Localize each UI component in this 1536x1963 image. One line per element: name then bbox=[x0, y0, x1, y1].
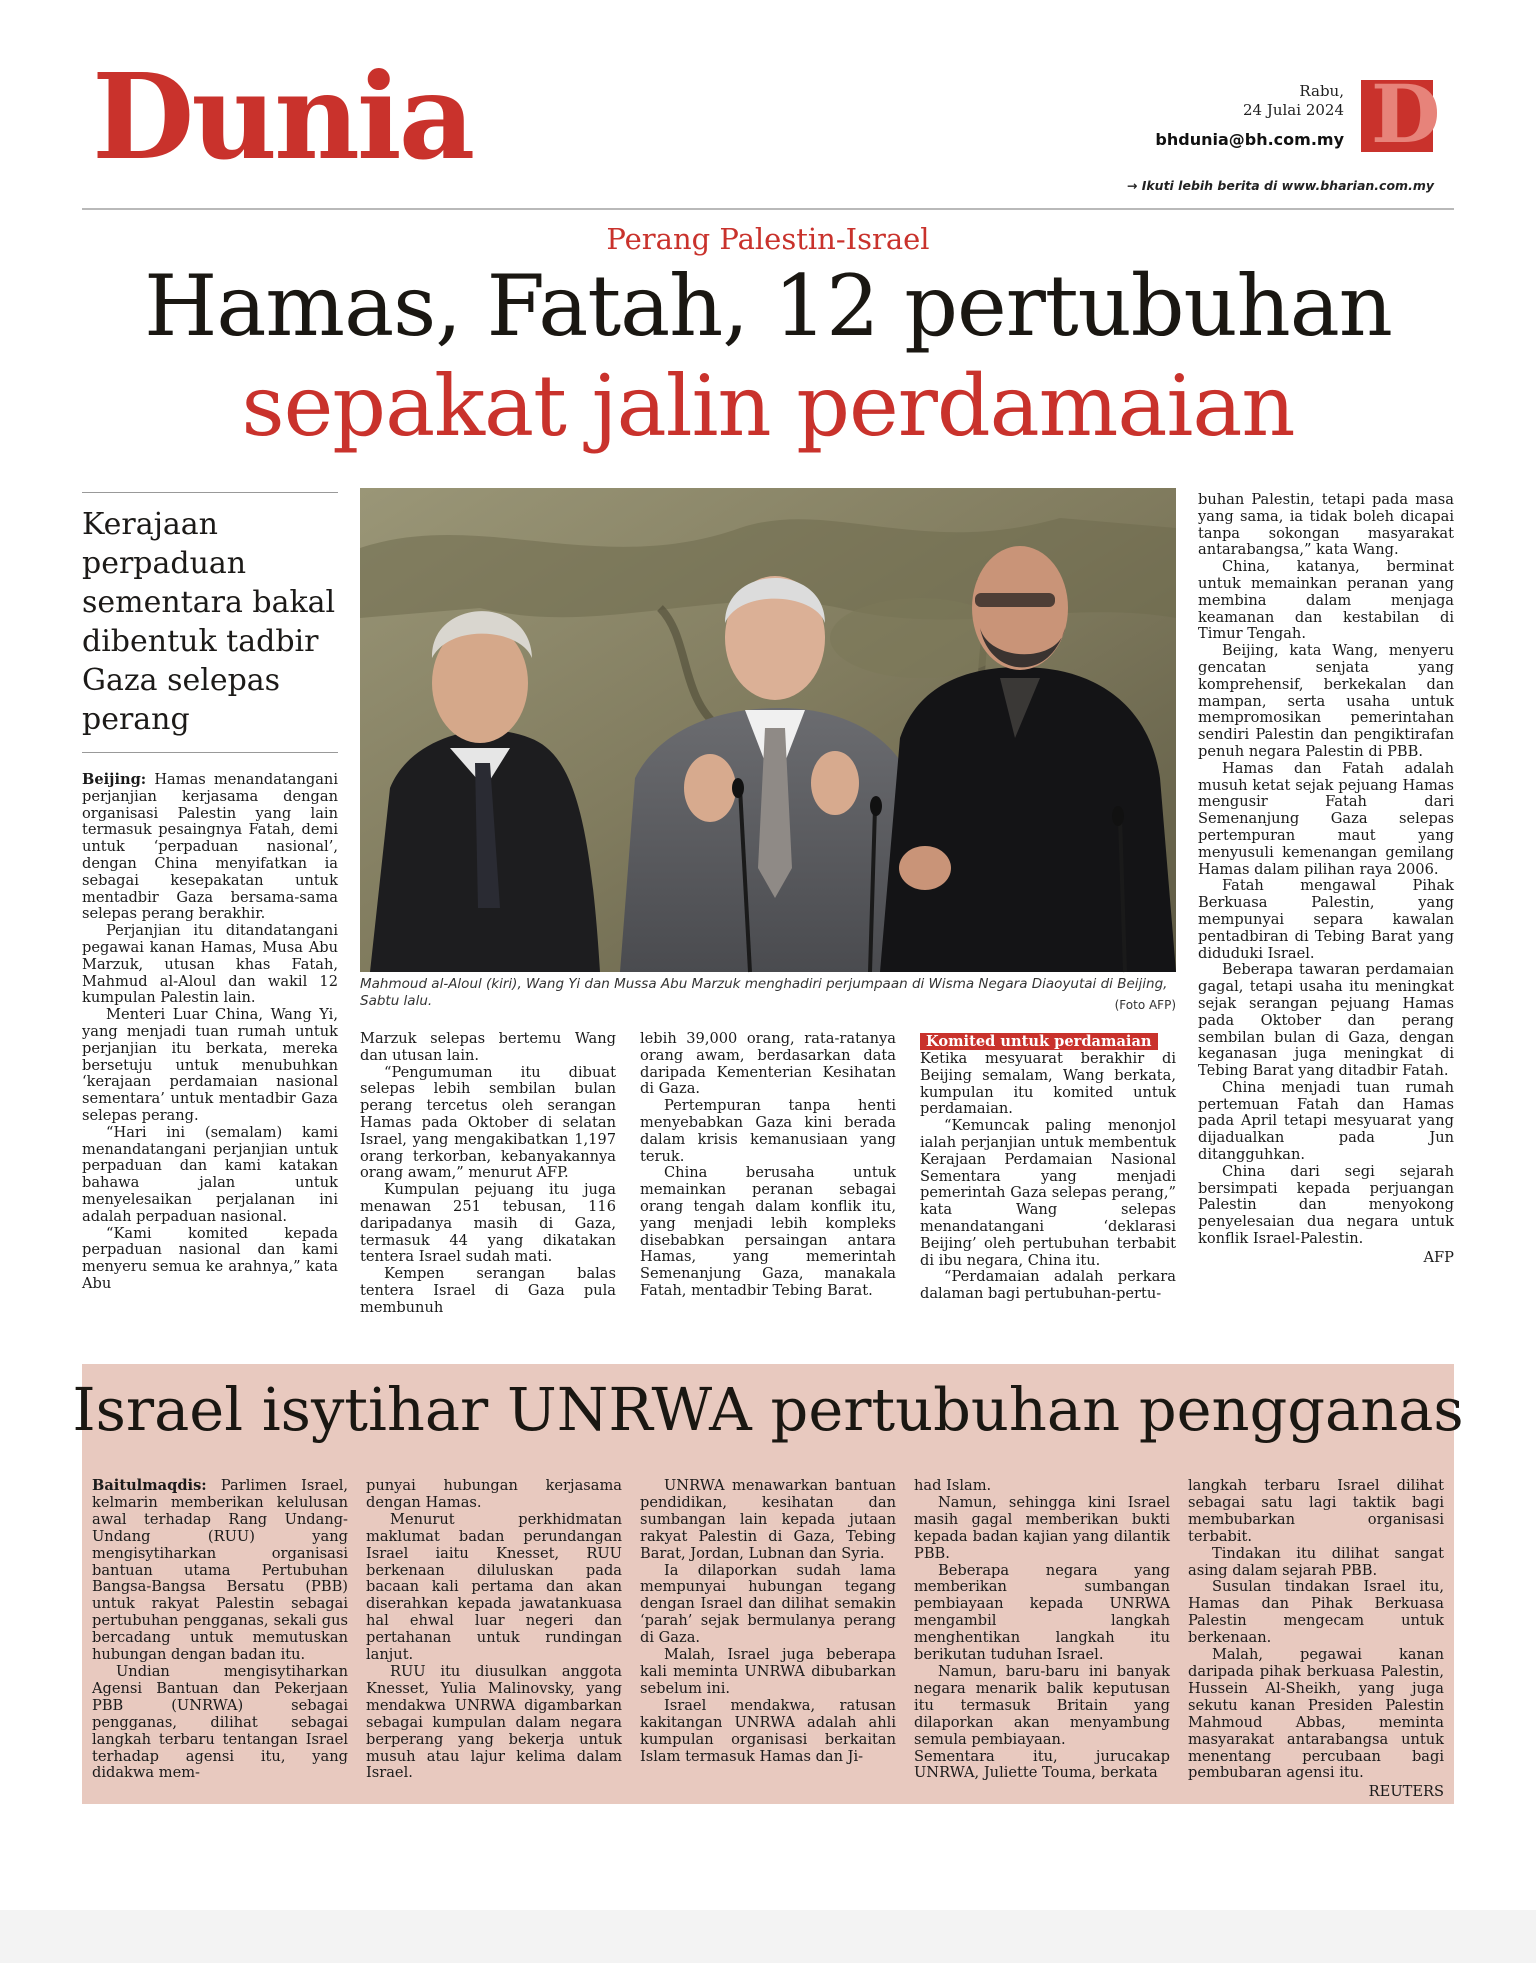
box-column-3 bbox=[640, 1478, 896, 1765]
article-paragraph: Susulan tindakan Israel itu, Hamas dan Pihak Berkuasa Palestin mengecam untuk berkenaan. bbox=[1188, 1578, 1444, 1647]
photo-illustration bbox=[360, 488, 1176, 972]
headline-line-1: Hamas, Fatah, 12 pertubuhan bbox=[144, 257, 1392, 355]
article-paragraph: Kempen serangan balas tentera Israel di Gaza pula membunuh bbox=[360, 1265, 616, 1316]
photo-caption: Mahmoud al-Aloul (kiri), Wang Yi dan Mussa Abu Marzuk menghadiri perjumpaan di Wisma Negara Diaoyutai di Beijing, Sabtu lalu. bbox=[360, 976, 1168, 1009]
masthead-divider bbox=[82, 208, 1454, 210]
article-paragraph: China dari segi sejarah bersimpati kepada perjuangan Palestin dan menyokong penyelesaian dua negara untuk konflik Israel-Palestin. bbox=[1198, 1162, 1454, 1248]
article-paragraph: Undian mengisytiharkan Agensi Bantuan dan Pekerjaan PBB (UNRWA) sebagai pengganas, dilihat sebagai langkah terbaru tentangan Israel terhadap agensi itu, yang didakwa mem- bbox=[92, 1662, 348, 1782]
article-paragraph: “Kemuncak paling menonjol ialah perjanjian untuk membentuk Kerajaan Perdamaian Nasional Sementara yang menjadi pemerintah Gaza selepas perang,” kata Wang selepas menandatangani ‘deklarasi Beijing’ oleh pertubuhan terbabit di ibu negara, China itu. bbox=[920, 1117, 1176, 1269]
article-paragraph: Sementara itu, jurucakap UNRWA, Juliette Touma, berkata bbox=[914, 1747, 1170, 1782]
article-paragraph: Tindakan itu dilihat sangat asing dalam sejarah PBB. bbox=[1188, 1544, 1444, 1579]
article-paragraph: Beberapa tawaran perdamaian gagal, tetapi usaha itu meningkat sejak serangan pejuang Hamas pada Oktober dan perang sembilan bulan di Gaza, dengan keganasan juga meningkat di Tebing Barat yang ditadbir Fatah. bbox=[1198, 961, 1454, 1080]
article-paragraph: buhan Palestin, tetapi pada masa yang sama, ia tidak boleh dicapai tanpa sokongan masyarakat antarabangsa,” kata Wang. bbox=[1198, 491, 1454, 559]
article-paragraph: had Islam. bbox=[914, 1477, 992, 1494]
subhead-rule-top bbox=[82, 492, 338, 493]
story-subhead: Kerajaan perpaduan sementara bakal dibentuk tadbir Gaza selepas perang bbox=[82, 507, 336, 737]
photo-credit: (Foto AFP) bbox=[1114, 998, 1176, 1012]
badge-letter: D bbox=[1371, 67, 1441, 161]
box-column-4 bbox=[914, 1478, 1170, 1782]
box-column-5 bbox=[1188, 1478, 1444, 1801]
article-paragraph: China, katanya, berminat untuk memainkan peranan yang membina dalam menjaga keamanan dan kestabilan di Timur Tengah. bbox=[1198, 558, 1454, 643]
article-paragraph: “Perdamaian adalah perkara dalaman bagi pertubuhan-pertu- bbox=[920, 1268, 1176, 1303]
dateline: Baitulmaqdis: bbox=[92, 1477, 207, 1494]
article-paragraph: China berusaha untuk memainkan peranan sebagai orang tengah dalam konflik itu, yang menjadi lebih kompleks disebabkan persaingan antara Hamas, yang memerintah Semenanjung Gaza, manakala Fatah, mentadbir Tebing Barat. bbox=[640, 1164, 896, 1299]
article-paragraph: Ia dilaporkan sudah lama mempunyai hubungan tegang dengan Israel dan dilihat semakin ‘parah’ sejak bermulanya perang di Gaza. bbox=[640, 1561, 896, 1647]
section-badge bbox=[1361, 67, 1441, 161]
article-paragraph: RUU itu diusulkan anggota Knesset, Yulia Malinovsky, yang mendakwa UNRWA digambarkan sebagai kumpulan dalam negara berperang yang bekerja untuk musuh atau lajur kelima dalam Israel. bbox=[366, 1662, 622, 1782]
page-footer-strip bbox=[0, 1910, 1536, 1963]
article-paragraph: Ketika mesyuarat berakhir di Beijing semalam, Wang berkata, kumpulan itu komited untuk perdamaian. bbox=[920, 1050, 1176, 1118]
article-column-4 bbox=[920, 1033, 1176, 1303]
article-paragraph: Baitulmaqdis: Parlimen Israel, kelmarin memberikan kelulusan awal terhadap Rang Undang-Undang (RUU) yang mengisytiharkan organisasi bantuan utama Pertubuhan Bangsa-Bangsa Bersatu (PBB) untuk rakyat Palestin sebagai pertubuhan pengganas, sekali gus bercadang untuk memutuskan hubungan dengan badan itu. bbox=[92, 1477, 349, 1664]
article-paragraph: Pertempuran tanpa henti menyebabkan Gaza kini berada dalam krisis kemanusiaan yang teruk. bbox=[640, 1097, 896, 1165]
article-paragraph: Menurut perkhidmatan maklumat badan perundangan Israel iaitu Knesset, RUU berkenaan diluluskan pada bacaan kali pertama dan akan diserahkan kepada jawatankuasa hal ehwal luar negeri dan pertahanan untuk rundingan lanjut. bbox=[366, 1510, 622, 1664]
subhead-rule-bottom bbox=[82, 752, 338, 753]
section-subheading: Komited untuk perdamaian bbox=[920, 1033, 1158, 1050]
article-paragraph: Fatah mengawal Pihak Berkuasa Palestin, yang mempunyai separa kawalan pentadbiran di Tebing Barat yang diduduki Israel. bbox=[1198, 877, 1454, 962]
article-column-1 bbox=[82, 772, 338, 1293]
issue-day: Rabu, bbox=[1299, 82, 1344, 100]
article-paragraph: “Kami komited kepada perpaduan nasional dan kami menyeru semua ke arahnya,” kata Abu bbox=[82, 1224, 338, 1292]
article-column-3 bbox=[640, 1031, 896, 1300]
story-photo bbox=[360, 488, 1176, 972]
article-paragraph: lebih 39,000 orang, rata-ratanya orang awam, berdasarkan data daripada Kementerian Kesihatan di Gaza. bbox=[640, 1030, 896, 1098]
second-story-headline: Israel isytihar UNRWA pertubuhan pengganas bbox=[72, 1375, 1464, 1444]
article-paragraph: Malah, pegawai kanan daripada pihak berkuasa Palestin, Hussein Al-Sheikh, yang juga sekutu kanan Presiden Palestin Mahmoud Abbas, meminta masyarakat antarabangsa untuk menentang percubaan bagi pembubaran agensi itu. bbox=[1188, 1646, 1444, 1782]
article-paragraph: Malah, Israel juga beberapa kali meminta UNRWA dibubarkan sebelum ini. bbox=[640, 1646, 896, 1697]
article-paragraph: Marzuk selepas bertemu Wang dan utusan lain. bbox=[360, 1030, 616, 1064]
section-email[interactable]: bhdunia@bh.com.my bbox=[1155, 130, 1344, 149]
follow-link[interactable]: → Ikuti lebih berita di www.bharian.com.my bbox=[1126, 178, 1434, 193]
article-paragraph: Beijing, kata Wang, menyeru gencatan senjata yang komprehensif, berkekalan dan mampan, serta usaha untuk mempromosikan pemerintahan sendiri Palestin dan pengiktirafan penuh negara Palestin di PBB. bbox=[1198, 642, 1454, 760]
dateline: Beijing: bbox=[82, 771, 147, 788]
article-paragraph: Namun, sehingga kini Israel masih gagal memberikan bukti kepada badan kajian yang dilantik PBB. bbox=[914, 1493, 1170, 1562]
article-paragraph: Kumpulan pejuang itu juga menawan 251 tebusan, 116 daripadanya masih di Gaza, termasuk 44 yang dikatakan tentera Israel sudah mati. bbox=[360, 1181, 616, 1266]
issue-date: 24 Julai 2024 bbox=[1242, 101, 1344, 119]
headline-line-2: sepakat jalin perdamaian bbox=[241, 357, 1295, 455]
article-paragraph: Hamas dan Fatah adalah musuh ketat sejak pejuang Hamas mengusir Fatah dari Semenanjung Gaza selepas pertempuran maut yang menyusuli kemenangan gemilang Hamas dalam pilihan raya 2006. bbox=[1198, 759, 1454, 878]
story-kicker: Perang Palestin-Israel bbox=[606, 222, 930, 256]
article-paragraph: Beijing: Hamas menandatangani perjanjian kerjasama dengan organisasi Palestin yang lain termasuk pesaingnya Fatah, demi untuk ‘perpaduan nasional’, dengan China menyifatkan ia sebagai kesepakatan untuk mentadbir Gaza bersama-sama selepas perang berakhir. bbox=[82, 771, 338, 923]
article-paragraph: Namun, baru-baru ini banyak negara menarik balik keputusan itu termasuk Britain yang dilaporkan akan menyambung semula pembiayaan. bbox=[914, 1662, 1170, 1748]
article-paragraph: Perjanjian itu ditandatangani pegawai kanan Hamas, Musa Abu Marzuk, utusan khas Fatah, Mahmud al-Aloul dan wakil 12 kumpulan Palestin lain. bbox=[82, 922, 338, 1007]
article-paragraph: Beberapa negara yang memberikan sumbangan pembiayaan kepada UNRWA mengambil langkah menghentikan langkah itu berikutan tuduhan Israel. bbox=[914, 1561, 1170, 1664]
article-paragraph: “Pengumuman itu dibuat selepas lebih sembilan bulan perang tercetus oleh serangan Hamas pada Oktober di selatan Israel, yang mengakibatkan 1,197 orang terkorban, kebanyakannya orang awam,” menurut AFP. bbox=[360, 1063, 616, 1182]
article-paragraph: UNRWA menawarkan bantuan pendidikan, kesihatan dan sumbangan lain kepada jutaan rakyat Palestin di Gaza, Tebing Barat, Jordan, Lubnan dan Syria. bbox=[640, 1477, 896, 1562]
article-paragraph: China menjadi tuan rumah pertemuan Fatah dan Hamas pada April tetapi mesyuarat yang dijadualkan pada Jun ditangguhkan. bbox=[1198, 1078, 1454, 1164]
article-paragraph: Menteri Luar China, Wang Yi, yang menjadi tuan rumah untuk perjanjian itu berkata, mereka bersetuju untuk menubuhkan ‘kerajaan perdamaian nasional sementara’ untuk mentadbir Gaza selepas perang. bbox=[82, 1006, 338, 1124]
article-paragraph: punyai hubungan kerjasama dengan Hamas. bbox=[366, 1477, 622, 1511]
article-column-5 bbox=[1198, 492, 1454, 1267]
box-column-2 bbox=[366, 1478, 622, 1782]
agency-signature: REUTERS bbox=[1368, 1783, 1444, 1801]
box-column-1 bbox=[92, 1478, 348, 1782]
section-logo: Dunia bbox=[92, 47, 473, 186]
article-paragraph: langkah terbaru Israel dilihat sebagai satu lagi taktik bagi membubarkan organisasi terbabit. bbox=[1188, 1477, 1444, 1545]
article-paragraph: “Hari ini (semalam) kami menandatangani perjanjian untuk perpaduan dan kami katakan bahawa jalan untuk menyelesaikan perjalanan ini adalah perpaduan nasional. bbox=[82, 1123, 338, 1225]
date-block bbox=[1243, 82, 1344, 120]
article-paragraph: Israel mendakwa, ratusan kakitangan UNRWA adalah ahli kumpulan organisasi berkaitan Islam termasuk Hamas dan Ji- bbox=[640, 1696, 896, 1765]
agency-signature: AFP bbox=[1423, 1248, 1454, 1266]
article-column-2 bbox=[360, 1031, 616, 1317]
